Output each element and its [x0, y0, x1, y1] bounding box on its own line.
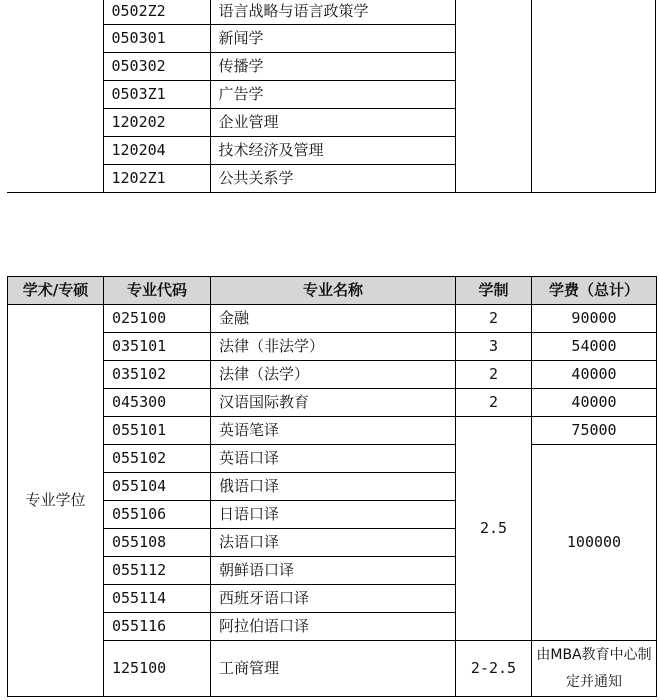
duration-cell: 3 — [456, 333, 532, 361]
header-name: 专业名称 — [211, 277, 456, 305]
table-row — [8, 641, 657, 697]
name-cell: 俄语口译 — [211, 473, 456, 501]
header-row — [8, 277, 657, 305]
category-cell: 专业学位 — [8, 305, 104, 697]
name-cell: 西班牙语口译 — [211, 585, 456, 613]
table-row — [8, 305, 657, 333]
duration-cell: 2.5 — [456, 417, 532, 641]
code-cell: 035102 — [104, 361, 211, 389]
table-row — [8, 389, 657, 417]
code-cell: 055101 — [104, 417, 211, 445]
code-cell: 055102 — [104, 445, 211, 473]
code-cell: 025100 — [104, 305, 211, 333]
table-row — [8, 417, 657, 445]
code-cell: 050301 — [103, 25, 210, 53]
fee-cell — [531, 0, 655, 193]
table-row — [8, 445, 657, 473]
fee-cell: 90000 — [532, 305, 657, 333]
name-cell: 法律（法学） — [211, 361, 456, 389]
duration-cell: 2 — [456, 361, 532, 389]
code-cell: 055112 — [104, 557, 211, 585]
code-cell: 045300 — [104, 389, 211, 417]
code-cell: 055104 — [104, 473, 211, 501]
fee-cell: 40000 — [532, 361, 657, 389]
name-cell: 公共关系学 — [210, 165, 455, 193]
header-fee: 学费（总计） — [532, 277, 657, 305]
code-cell: 120204 — [103, 137, 210, 165]
table-row — [7, 0, 655, 25]
header-code: 专业代码 — [104, 277, 211, 305]
header-duration: 学制 — [456, 277, 532, 305]
name-cell: 广告学 — [210, 81, 455, 109]
duration-cell: 2 — [456, 305, 532, 333]
name-cell: 法语口译 — [211, 529, 456, 557]
tuition-table — [7, 276, 657, 697]
code-cell: 055106 — [104, 501, 211, 529]
table-row — [8, 361, 657, 389]
code-cell: 0503Z1 — [103, 81, 210, 109]
name-cell: 传播学 — [210, 53, 455, 81]
code-cell: 055108 — [104, 529, 211, 557]
code-cell: 050302 — [103, 53, 210, 81]
name-cell: 汉语国际教育 — [211, 389, 456, 417]
duration-cell: 2 — [456, 389, 532, 417]
name-cell: 新闻学 — [210, 25, 455, 53]
code-cell: 055116 — [104, 613, 211, 641]
name-cell: 英语笔译 — [211, 417, 456, 445]
name-cell: 阿拉伯语口译 — [211, 613, 456, 641]
code-cell: 0502Z2 — [103, 0, 210, 25]
name-cell: 语言战略与语言政策学 — [210, 0, 455, 25]
table-row — [8, 333, 657, 361]
name-cell: 技术经济及管理 — [210, 137, 455, 165]
fee-cell: 40000 — [532, 389, 657, 417]
fee-cell: 54000 — [532, 333, 657, 361]
category-cell — [7, 0, 103, 193]
code-cell: 120202 — [103, 109, 210, 137]
header-category: 学术/专硕 — [8, 277, 104, 305]
duration-cell: 2-2.5 — [456, 641, 532, 697]
fee-cell: 75000 — [532, 417, 657, 445]
code-cell: 1202Z1 — [103, 165, 210, 193]
duration-cell — [455, 0, 531, 193]
fee-cell: 100000 — [532, 445, 657, 641]
name-cell: 法律（非法学） — [211, 333, 456, 361]
name-cell: 企业管理 — [210, 109, 455, 137]
code-cell: 125100 — [104, 641, 211, 697]
name-cell: 日语口译 — [211, 501, 456, 529]
name-cell: 朝鲜语口译 — [211, 557, 456, 585]
previous-page-table — [7, 0, 656, 193]
name-cell: 工商管理 — [211, 641, 456, 697]
name-cell: 英语口译 — [211, 445, 456, 473]
code-cell: 035101 — [104, 333, 211, 361]
fee-note-cell: 由MBA教育中心制定并通知 — [532, 641, 657, 697]
name-cell: 金融 — [211, 305, 456, 333]
code-cell: 055114 — [104, 585, 211, 613]
